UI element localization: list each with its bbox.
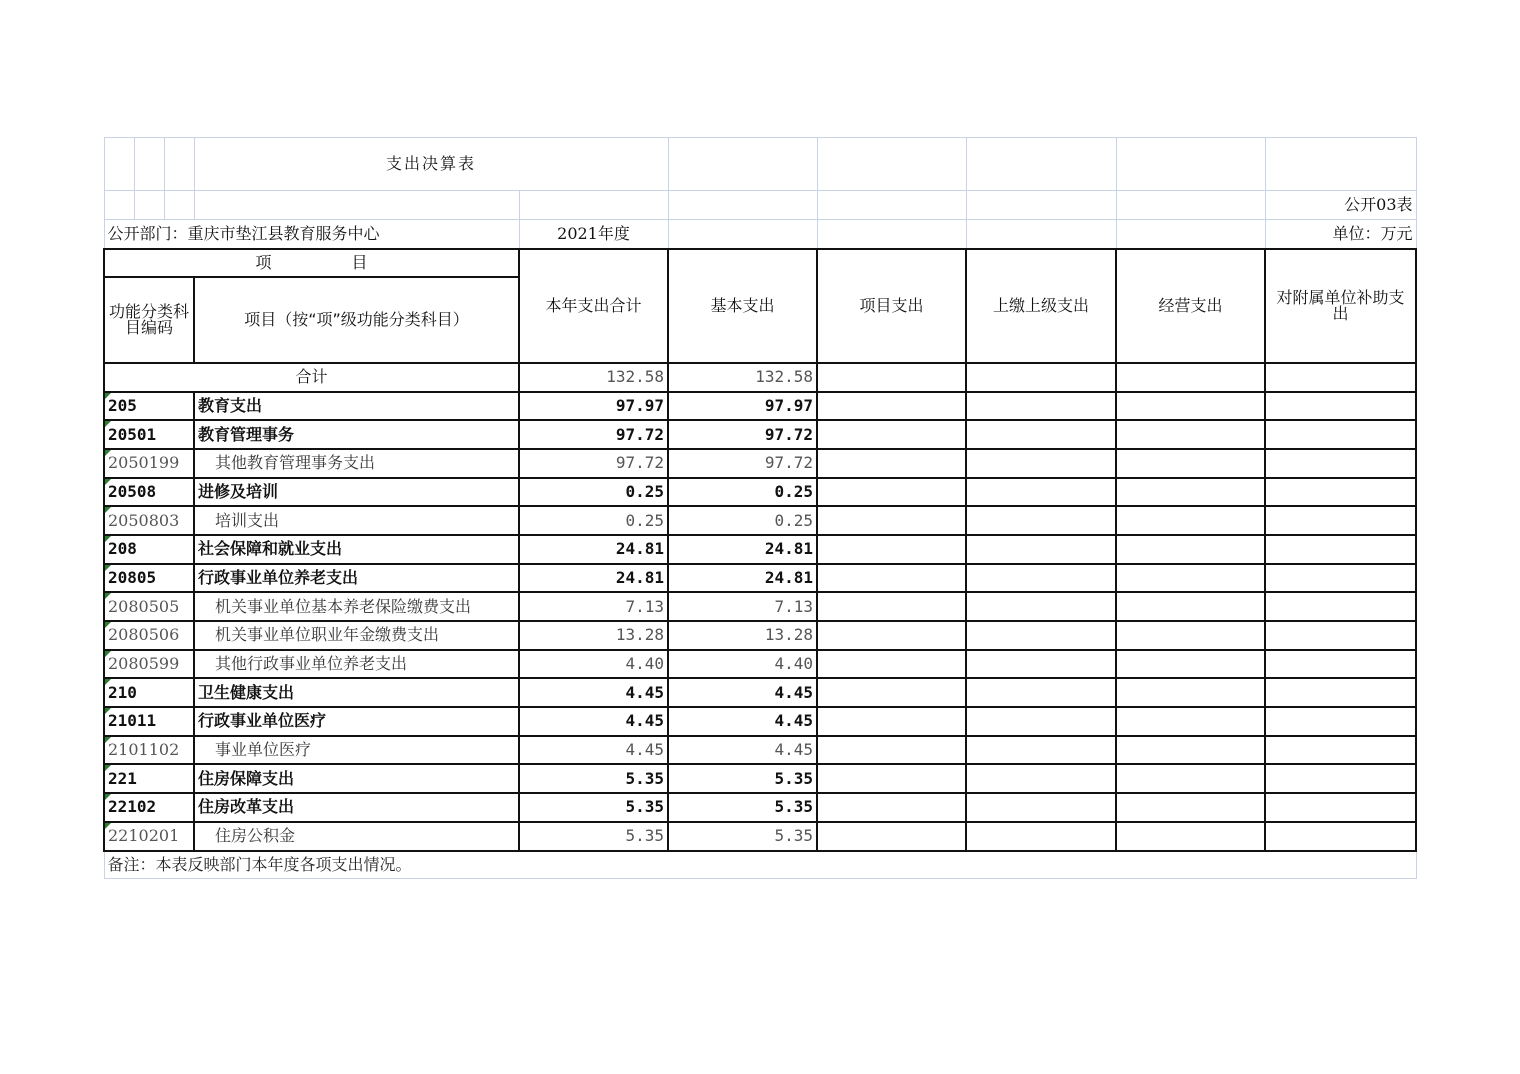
row-name: 机关事业单位职业年金缴费支出 xyxy=(194,621,519,650)
row-name: 其他行政事业单位养老支出 xyxy=(194,650,519,679)
row-name: 住房改革支出 xyxy=(194,793,519,822)
row-basic: 0.25 xyxy=(668,506,817,535)
row-name: 其他教育管理事务支出 xyxy=(194,449,519,478)
row-remit xyxy=(966,621,1116,650)
row-name: 住房保障支出 xyxy=(194,764,519,793)
row-project xyxy=(817,707,966,736)
row-code: 2050199 xyxy=(104,449,194,478)
total-basic: 132.58 xyxy=(668,363,817,392)
table-row xyxy=(104,449,1416,478)
row-remit xyxy=(966,764,1116,793)
header-remit: 上缴上级支出 xyxy=(966,249,1116,363)
row-project xyxy=(817,392,966,421)
row-name: 卫生健康支出 xyxy=(194,678,519,707)
row-name: 社会保障和就业支出 xyxy=(194,535,519,564)
row-remit xyxy=(966,592,1116,621)
row-subsidy xyxy=(1265,707,1416,736)
row-project xyxy=(817,650,966,679)
row-subsidy xyxy=(1265,793,1416,822)
table-row xyxy=(104,678,1416,707)
total-label: 合计 xyxy=(104,363,519,392)
row-subsidy xyxy=(1265,736,1416,765)
row-code: 21011 xyxy=(104,707,194,736)
row-basic: 13.28 xyxy=(668,621,817,650)
row-subsidy xyxy=(1265,592,1416,621)
row-subsidy xyxy=(1265,822,1416,851)
row-basic: 5.35 xyxy=(668,822,817,851)
row-basic: 4.45 xyxy=(668,678,817,707)
row-code: 2210201 xyxy=(104,822,194,851)
row-subsidy xyxy=(1265,506,1416,535)
row-subsidy xyxy=(1265,535,1416,564)
row-business xyxy=(1116,650,1265,679)
row-business xyxy=(1116,764,1265,793)
row-subsidy xyxy=(1265,564,1416,593)
table-note: 备注：本表反映部门本年度各项支出情况。 xyxy=(104,851,1416,879)
row-name: 事业单位医疗 xyxy=(194,736,519,765)
total-amount: 132.58 xyxy=(519,363,668,392)
row-total: 0.25 xyxy=(519,506,668,535)
row-project xyxy=(817,678,966,707)
row-total: 4.45 xyxy=(519,707,668,736)
row-remit xyxy=(966,506,1116,535)
row-name: 教育支出 xyxy=(194,392,519,421)
row-name: 进修及培训 xyxy=(194,478,519,507)
row-total: 97.97 xyxy=(519,392,668,421)
row-subsidy xyxy=(1265,621,1416,650)
row-remit xyxy=(966,650,1116,679)
row-total: 4.45 xyxy=(519,678,668,707)
row-total: 5.35 xyxy=(519,764,668,793)
row-subsidy xyxy=(1265,420,1416,449)
page-title: 支出决算表 xyxy=(194,138,668,191)
row-code: 2080506 xyxy=(104,621,194,650)
header-business: 经营支出 xyxy=(1116,249,1265,363)
header-total: 本年支出合计 xyxy=(519,249,668,363)
row-remit xyxy=(966,392,1116,421)
row-name: 行政事业单位医疗 xyxy=(194,707,519,736)
row-business xyxy=(1116,678,1265,707)
row-project xyxy=(817,764,966,793)
expenditure-sheet xyxy=(103,137,1415,879)
header-code: 功能分类科目编码 xyxy=(104,277,194,363)
row-code: 22102 xyxy=(104,793,194,822)
row-code: 2101102 xyxy=(104,736,194,765)
row-project xyxy=(817,736,966,765)
table-row xyxy=(104,793,1416,822)
row-basic: 5.35 xyxy=(668,764,817,793)
expenditure-table xyxy=(103,137,1417,879)
row-code: 2050803 xyxy=(104,506,194,535)
row-basic: 4.40 xyxy=(668,650,817,679)
row-basic: 97.72 xyxy=(668,449,817,478)
row-remit xyxy=(966,707,1116,736)
unit-label: 单位：万元 xyxy=(1265,220,1416,249)
row-project xyxy=(817,478,966,507)
row-name: 住房公积金 xyxy=(194,822,519,851)
row-name: 培训支出 xyxy=(194,506,519,535)
row-code: 205 xyxy=(104,392,194,421)
row-project xyxy=(817,621,966,650)
row-remit xyxy=(966,420,1116,449)
row-business xyxy=(1116,506,1265,535)
row-project xyxy=(817,449,966,478)
row-total: 4.45 xyxy=(519,736,668,765)
row-project xyxy=(817,793,966,822)
row-subsidy xyxy=(1265,449,1416,478)
row-subsidy xyxy=(1265,392,1416,421)
row-name: 行政事业单位养老支出 xyxy=(194,564,519,593)
fiscal-year: 2021年度 xyxy=(519,220,668,249)
table-row xyxy=(104,564,1416,593)
row-basic: 97.72 xyxy=(668,420,817,449)
row-subsidy xyxy=(1265,478,1416,507)
row-code: 20501 xyxy=(104,420,194,449)
row-business xyxy=(1116,592,1265,621)
row-basic: 0.25 xyxy=(668,478,817,507)
table-row xyxy=(104,707,1416,736)
row-business xyxy=(1116,420,1265,449)
header-project: 项目支出 xyxy=(817,249,966,363)
table-row xyxy=(104,621,1416,650)
row-name: 机关事业单位基本养老保险缴费支出 xyxy=(194,592,519,621)
row-business xyxy=(1116,478,1265,507)
row-remit xyxy=(966,678,1116,707)
table-row xyxy=(104,392,1416,421)
header-item-group: 项 目 xyxy=(104,249,519,277)
row-total: 24.81 xyxy=(519,535,668,564)
row-project xyxy=(817,420,966,449)
total-row xyxy=(104,363,1416,392)
row-code: 2080505 xyxy=(104,592,194,621)
row-code: 2080599 xyxy=(104,650,194,679)
row-total: 7.13 xyxy=(519,592,668,621)
header-item-name: 项目（按“项”级功能分类科目） xyxy=(194,277,519,363)
row-total: 5.35 xyxy=(519,822,668,851)
row-basic: 4.45 xyxy=(668,736,817,765)
table-row xyxy=(104,592,1416,621)
row-code: 210 xyxy=(104,678,194,707)
table-row xyxy=(104,822,1416,851)
table-row xyxy=(104,478,1416,507)
table-row xyxy=(104,535,1416,564)
row-basic: 7.13 xyxy=(668,592,817,621)
row-code: 20805 xyxy=(104,564,194,593)
row-business xyxy=(1116,535,1265,564)
row-code: 20508 xyxy=(104,478,194,507)
row-remit xyxy=(966,736,1116,765)
row-business xyxy=(1116,392,1265,421)
row-project xyxy=(817,592,966,621)
row-remit xyxy=(966,793,1116,822)
row-business xyxy=(1116,736,1265,765)
row-subsidy xyxy=(1265,764,1416,793)
table-row xyxy=(104,736,1416,765)
row-project xyxy=(817,822,966,851)
row-business xyxy=(1116,822,1265,851)
row-business xyxy=(1116,793,1265,822)
row-total: 24.81 xyxy=(519,564,668,593)
row-total: 97.72 xyxy=(519,420,668,449)
row-project xyxy=(817,506,966,535)
row-total: 97.72 xyxy=(519,449,668,478)
row-basic: 97.97 xyxy=(668,392,817,421)
row-project xyxy=(817,535,966,564)
row-total: 0.25 xyxy=(519,478,668,507)
form-number: 公开03表 xyxy=(1265,191,1416,220)
header-subsidy: 对附属单位补助支出 xyxy=(1265,249,1416,363)
row-remit xyxy=(966,478,1116,507)
row-remit xyxy=(966,449,1116,478)
row-business xyxy=(1116,621,1265,650)
header-basic: 基本支出 xyxy=(668,249,817,363)
row-code: 221 xyxy=(104,764,194,793)
row-basic: 4.45 xyxy=(668,707,817,736)
table-row xyxy=(104,764,1416,793)
row-code: 208 xyxy=(104,535,194,564)
row-total: 4.40 xyxy=(519,650,668,679)
row-basic: 24.81 xyxy=(668,564,817,593)
row-remit xyxy=(966,564,1116,593)
row-basic: 5.35 xyxy=(668,793,817,822)
row-remit xyxy=(966,535,1116,564)
table-row xyxy=(104,506,1416,535)
row-remit xyxy=(966,822,1116,851)
row-total: 13.28 xyxy=(519,621,668,650)
row-name: 教育管理事务 xyxy=(194,420,519,449)
row-project xyxy=(817,564,966,593)
row-subsidy xyxy=(1265,650,1416,679)
table-row xyxy=(104,650,1416,679)
row-business xyxy=(1116,564,1265,593)
table-row xyxy=(104,420,1416,449)
row-business xyxy=(1116,449,1265,478)
row-total: 5.35 xyxy=(519,793,668,822)
row-basic: 24.81 xyxy=(668,535,817,564)
row-business xyxy=(1116,707,1265,736)
department-label: 公开部门：重庆市垫江县教育服务中心 xyxy=(104,220,519,249)
row-subsidy xyxy=(1265,678,1416,707)
